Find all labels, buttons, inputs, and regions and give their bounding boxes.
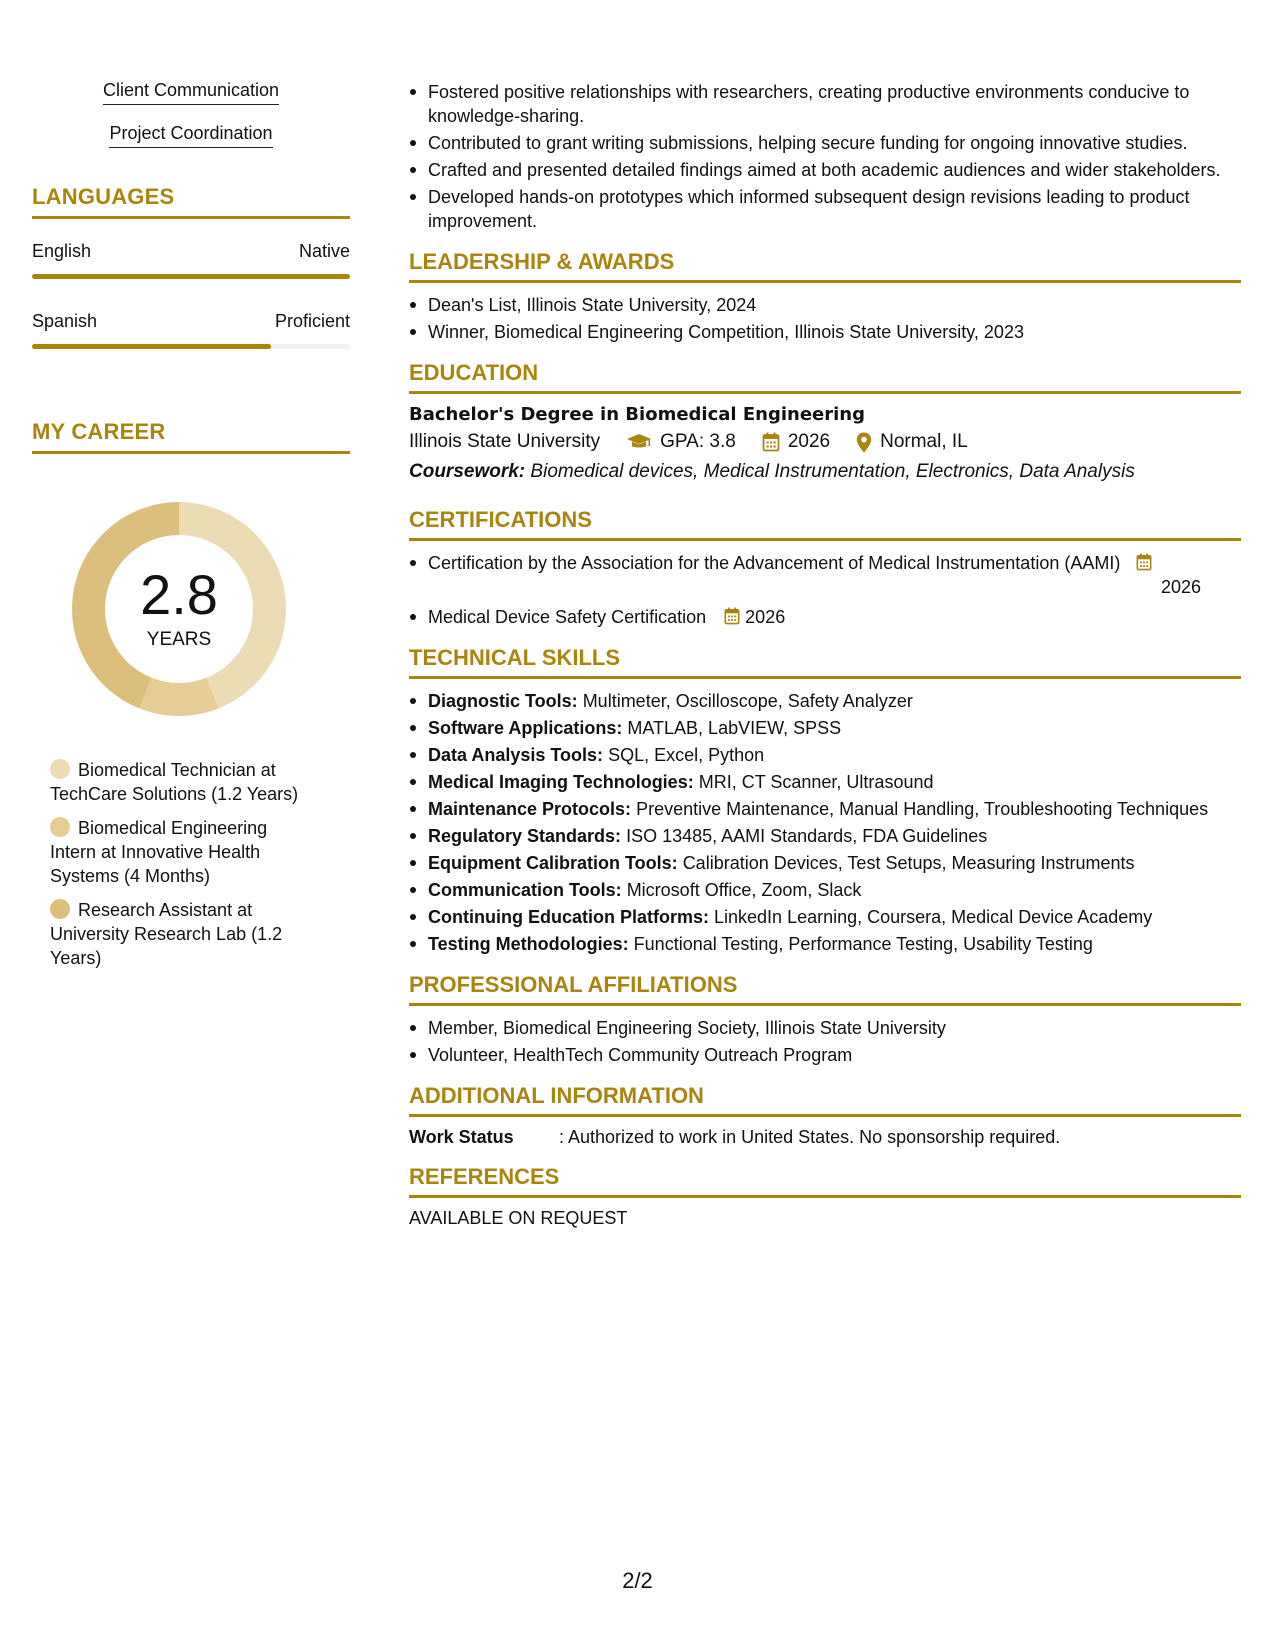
- language-level: Native: [298, 241, 350, 261]
- languages-section: [32, 184, 350, 349]
- career-legend-item: [50, 816, 310, 888]
- page-number: 2/2: [622, 1568, 653, 1593]
- skill-category: Data Analysis Tools:: [428, 745, 604, 765]
- career-legend-item: [50, 758, 310, 806]
- skill-category: Software Applications:: [428, 718, 623, 738]
- legend-dot-icon: [50, 899, 70, 919]
- skill-values: LinkedIn Learning, Coursera, Medical Device Academy: [714, 907, 1153, 927]
- education-coursework: [409, 461, 1241, 483]
- language-proficiency-bar: [32, 274, 350, 279]
- skill-category: Communication Tools:: [428, 880, 622, 900]
- coursework-label: Coursework:: [409, 461, 526, 482]
- career-legend-label: Research Assistant at University Research Lab (1.2 Years): [50, 900, 283, 968]
- education-year: 2026: [787, 431, 831, 452]
- certification-name: Medical Device Safety Certification: [428, 607, 707, 627]
- experience-bullets: [409, 80, 1241, 233]
- skill-category: Maintenance Protocols:: [428, 799, 632, 819]
- technical-skill-item: [409, 797, 1241, 821]
- affiliation-item: Volunteer, HealthTech Community Outreach Program: [409, 1043, 1241, 1067]
- main-content: [409, 80, 1241, 1229]
- career-legend-item: [50, 898, 310, 970]
- skill-category: Medical Imaging Technologies:: [428, 772, 694, 792]
- calendar-icon: [724, 607, 740, 625]
- career-total-years: 2.8: [140, 563, 218, 626]
- career-legend-label: Biomedical Engineering Intern at Innovative Health Systems (4 Months): [50, 818, 268, 886]
- language-proficiency-fill: [32, 274, 350, 279]
- affiliations-list: [409, 1016, 1241, 1067]
- skill-values: Microsoft Office, Zoom, Slack: [626, 880, 862, 900]
- career-total-unit: YEARS: [146, 629, 212, 650]
- work-status-value: : Authorized to work in United States. No sponsorship required.: [559, 1127, 1061, 1147]
- skill-category: Diagnostic Tools:: [428, 691, 578, 711]
- language-name: Spanish: [32, 311, 98, 331]
- technical-skill-item: [409, 770, 1241, 794]
- languages-heading: LANGUAGES: [32, 184, 350, 219]
- experience-bullet: Contributed to grant writing submissions, helping secure funding for ongoing innovative studies.: [409, 131, 1241, 155]
- technical-skill-item: [409, 824, 1241, 848]
- certification-year: 2026: [1160, 577, 1201, 597]
- language-proficiency-bar: [32, 344, 350, 349]
- coursework-value: Biomedical devices, Medical Instrumentation, Electronics, Data Analysis: [530, 461, 1135, 482]
- skill-values: Multimeter, Oscilloscope, Safety Analyzer: [582, 691, 913, 711]
- experience-bullet: Developed hands-on prototypes which informed subsequent design revisions leading to product improvement.: [409, 185, 1241, 233]
- donut-center: [66, 496, 292, 722]
- certifications-list: [409, 551, 1241, 629]
- legend-dot-icon: [50, 817, 70, 837]
- skill-values: MATLAB, LabVIEW, SPSS: [627, 718, 842, 738]
- certification-name: Certification by the Association for the Advancement of Medical Instrumentation (AAMI): [428, 553, 1121, 573]
- technical-skill-item: [409, 932, 1241, 956]
- certifications-heading: CERTIFICATIONS: [409, 507, 1241, 541]
- technical-skill-item: [409, 878, 1241, 902]
- education-heading: EDUCATION: [409, 360, 1241, 394]
- skill-category: Regulatory Standards:: [428, 826, 622, 846]
- skill-values: Calibration Devices, Test Setups, Measuring Instruments: [682, 853, 1135, 873]
- awards-heading: LEADERSHIP & AWARDS: [409, 249, 1241, 283]
- career-heading: MY CAREER: [32, 419, 350, 454]
- certification-item: [409, 605, 1241, 629]
- technical-skill-item: [409, 905, 1241, 929]
- technical-skills-list: [409, 689, 1241, 956]
- language-row: [32, 241, 350, 262]
- technical-skill-item: [409, 689, 1241, 713]
- references-value: AVAILABLE ON REQUEST: [409, 1208, 628, 1228]
- skill-tag: Client Communication: [103, 80, 279, 105]
- skill-values: Preventive Maintenance, Manual Handling, Troubleshooting Techniques: [636, 799, 1209, 819]
- skill-values: ISO 13485, AAMI Standards, FDA Guidelines: [626, 826, 988, 846]
- career-legend-label: Biomedical Technician at TechCare Solutions (1.2 Years): [50, 760, 299, 804]
- location-pin-icon: [856, 432, 872, 453]
- references-heading: REFERENCES: [409, 1164, 1241, 1198]
- language-level: Proficient: [274, 311, 350, 331]
- calendar-icon: [1136, 553, 1152, 571]
- award-item: Winner, Biomedical Engineering Competition, Illinois State University, 2023: [409, 320, 1241, 344]
- skill-category: Equipment Calibration Tools:: [428, 853, 678, 873]
- award-item: Dean's List, Illinois State University, 2024: [409, 293, 1241, 317]
- language-name: English: [32, 241, 92, 261]
- skill-category: Testing Methodologies:: [428, 934, 629, 954]
- affiliations-heading: PROFESSIONAL AFFILIATIONS: [409, 972, 1241, 1006]
- technical-skill-item: [409, 743, 1241, 767]
- career-donut-chart: [66, 496, 292, 722]
- calendar-icon: [762, 432, 780, 452]
- sidebar: [32, 80, 350, 980]
- education-details: [409, 431, 1241, 453]
- certification-year: 2026: [745, 607, 786, 627]
- work-status-row: [409, 1127, 1241, 1148]
- language-proficiency-fill: [32, 344, 271, 349]
- language-row: [32, 311, 350, 332]
- education-location: Normal, IL: [880, 431, 968, 452]
- certification-item: [409, 551, 1241, 599]
- education-degree: Bachelor's Degree in Biomedical Engineering: [409, 404, 865, 425]
- technical-skill-item: [409, 851, 1241, 875]
- legend-dot-icon: [50, 759, 70, 779]
- education-gpa: GPA: 3.8: [660, 431, 736, 452]
- technical-skills-heading: TECHNICAL SKILLS: [409, 645, 1241, 679]
- experience-bullet: Fostered positive relationships with researchers, creating productive environments conducive to knowledge-sharing.: [409, 80, 1241, 128]
- awards-list: [409, 293, 1241, 344]
- skill-values: MRI, CT Scanner, Ultrasound: [698, 772, 934, 792]
- skill-values: SQL, Excel, Python: [608, 745, 765, 765]
- career-section: [32, 419, 350, 970]
- additional-info-heading: ADDITIONAL INFORMATION: [409, 1083, 1241, 1117]
- affiliation-item: Member, Biomedical Engineering Society, Illinois State University: [409, 1016, 1241, 1040]
- skill-category: Continuing Education Platforms:: [428, 907, 709, 927]
- work-status-label: Work Status: [409, 1127, 514, 1147]
- technical-skill-item: [409, 716, 1241, 740]
- skill-values: Functional Testing, Performance Testing, Usability Testing: [633, 934, 1093, 954]
- skill-tag: Project Coordination: [109, 123, 272, 148]
- career-legend: [32, 758, 350, 970]
- experience-bullet: Crafted and presented detailed findings aimed at both academic audiences and wider stakeholders.: [409, 158, 1241, 182]
- education-school: Illinois State University: [409, 431, 601, 452]
- graduation-cap-icon: [626, 433, 652, 451]
